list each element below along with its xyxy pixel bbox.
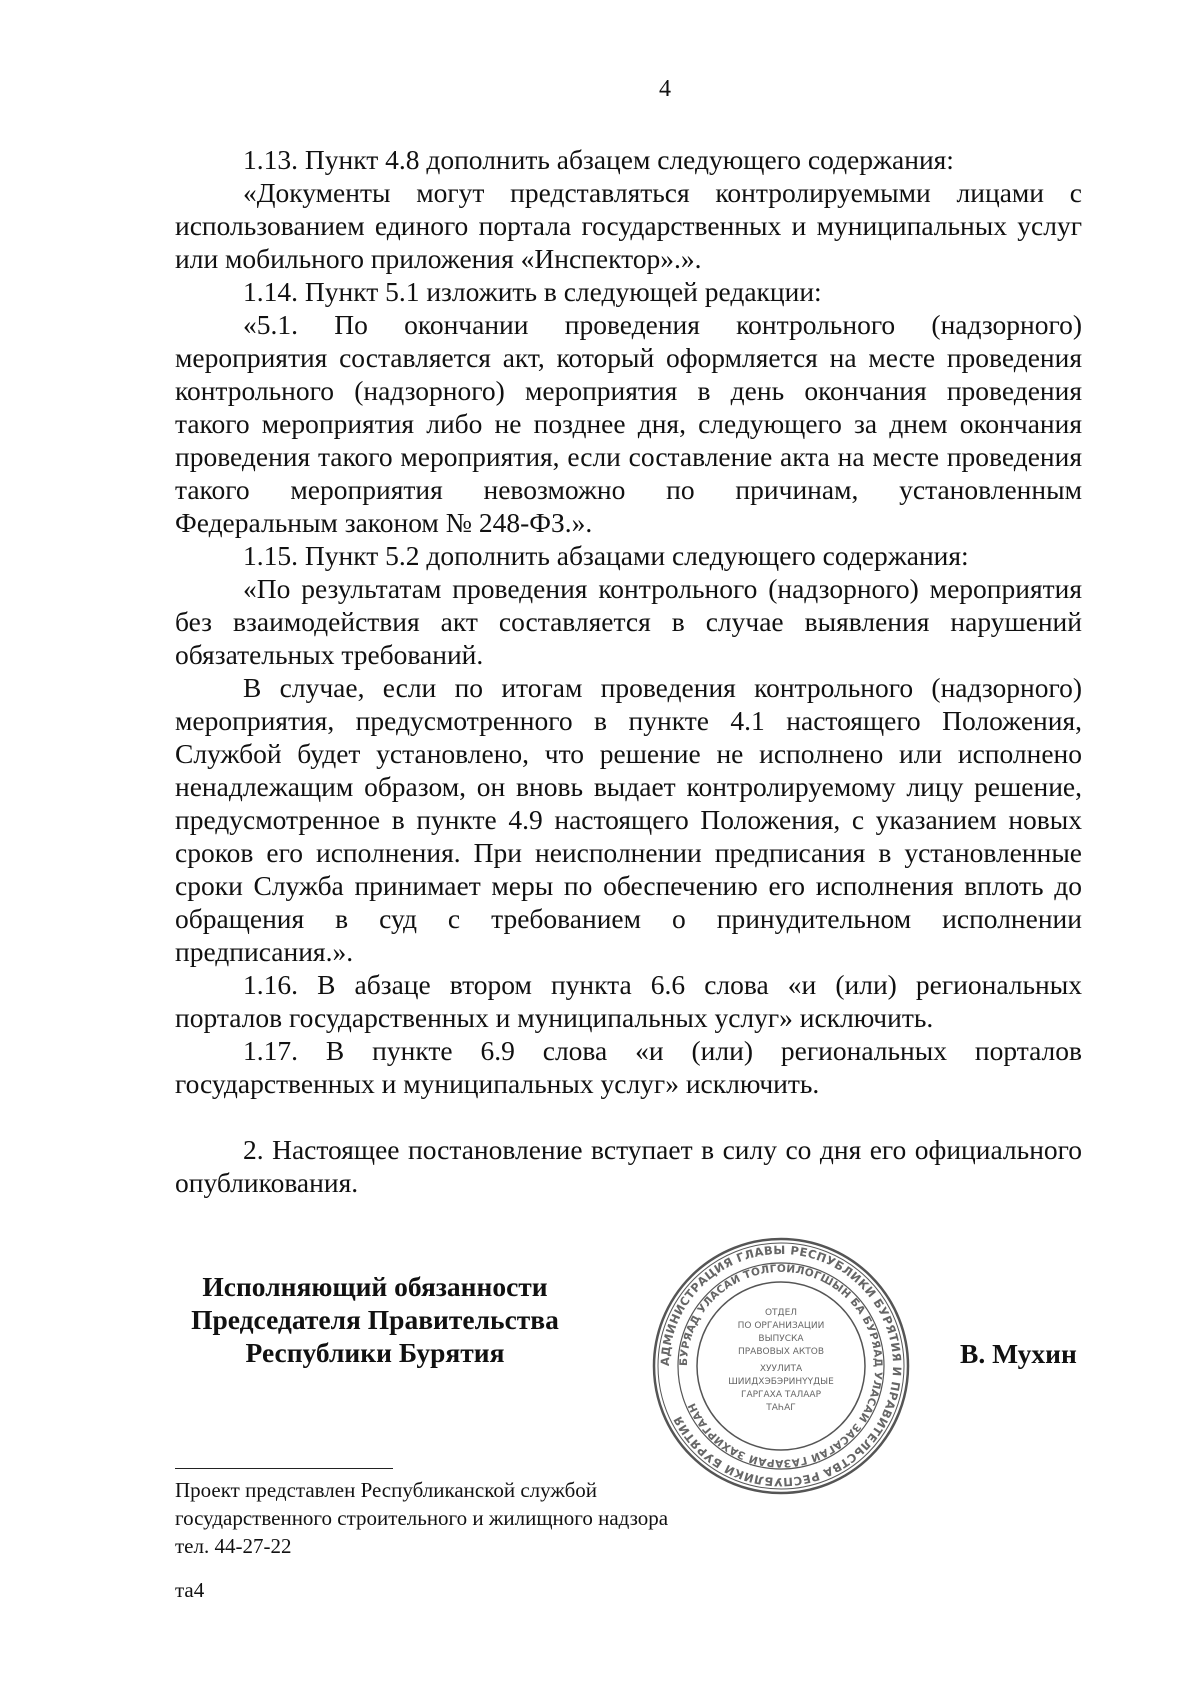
signatory-name: В. Мухин — [960, 1338, 1077, 1369]
footnote-divider — [175, 1468, 393, 1469]
seal-center-line: ПО ОРГАНИЗАЦИИ — [737, 1321, 825, 1331]
seal-center-line: ГАРГАХА ТАЛААР — [740, 1390, 822, 1400]
footnote — [175, 1476, 875, 1560]
signatory-position-line: Исполняющий обязанности — [202, 1271, 548, 1302]
footnote-line: Проект представлен Республиканской службой — [175, 1478, 598, 1502]
seal-inner-text: БУРЯАД УЛАСАЙ ТОЛГОЙЛОГШЫН БА БУРЯАД УЛАСАЙ ЗАСАГАЙ ГАЗАРАЙ ЗАХИРГААН — [677, 1262, 885, 1470]
paragraph-2: 2. Настоящее постановление вступает в силу со дня его официального опубликования. — [175, 1134, 1082, 1198]
paragraph-1-14: 1.14. Пункт 5.1 изложить в следующей редакции: — [243, 276, 822, 307]
signatory-position — [150, 1270, 600, 1369]
paragraph-1-17: 1.17. В пункте 6.9 слова «и (или) региональных порталов государственных и муниципальных услуг» исключить. — [175, 1035, 1082, 1099]
paragraph-1-15-quote-1: «По результатам проведения контрольного (надзорного) мероприятия без взаимодействия акт составляется в случае выявления нарушений обязательных требований. — [175, 573, 1082, 670]
paragraph-1-15: 1.15. Пункт 5.2 дополнить абзацами следующего содержания: — [243, 540, 969, 571]
paragraph-1-13: 1.13. Пункт 4.8 дополнить абзацем следующего содержания: — [243, 144, 954, 175]
footnote-line: государственного строительного и жилищного надзора — [175, 1506, 669, 1530]
document-body — [175, 143, 1082, 1199]
seal-center-line: ХУУЛИТА — [759, 1364, 803, 1374]
signatory-position-line: Республики Бурятия — [245, 1337, 505, 1368]
paragraph-1-16: 1.16. В абзаце втором пункта 6.6 слова «и (или) региональных порталов государственных и муниципальных услуг» исключить. — [175, 969, 1082, 1033]
paragraph-1-13-quote: «Документы могут представляться контролируемыми лицами с использованием единого портала государственных и муниципальных услуг или мобильного приложения «Инспектор».». — [175, 177, 1082, 274]
document-code: та4 — [175, 1578, 205, 1602]
seal-center-line: ОТДЕЛ — [764, 1308, 798, 1318]
page-number: 4 — [659, 76, 671, 102]
seal-center-line: ПРАВОВЫХ АКТОВ — [737, 1347, 825, 1357]
official-seal-stamp — [650, 1235, 912, 1497]
paragraph-1-14-quote: «5.1. По окончании проведения контрольного (надзорного) мероприятия составляется акт, который оформляется на месте проведения контрольного (надзорного) мероприятия в день окончания проведения такого мероприятия либо не позднее дня, следующего за днем окончания проведения такого мероприятия, если составление акта на месте проведения такого мероприятия невозможно по причинам, установленным Федеральным законом № 248-ФЗ.». — [175, 309, 1082, 538]
signatory-position-line: Председателя Правительства — [191, 1304, 559, 1335]
seal-center-line: ВЫПУСКА — [758, 1334, 804, 1344]
seal-outer-text: АДМИНИСТРАЦИЯ ГЛАВЫ РЕСПУБЛИКИ БУРЯТИЯ И ПРАВИТЕЛЬСТВА РЕСПУБЛИКИ БУРЯТИЯ — [657, 1242, 905, 1490]
footnote-line: тел. 44-27-22 — [175, 1534, 292, 1558]
paragraph-1-15-quote-2: В случае, если по итогам проведения контрольного (надзорного) мероприятия, предусмотренного в пункте 4.1 настоящего Положения, Службой будет установлено, что решение не исполнено или исполнено ненадлежащим образом, он вновь выдает контролируемому лицу решение, предусмотренное в пункте 4.9 настоящего Положения, с указанием новых сроков его исполнения. При неисполнении предписания в установленные сроки Служба принимает меры по обеспечению его исполнения вплоть до обращения в суд с требованием о принудительном исполнении предписания.». — [175, 672, 1082, 967]
seal-center-line: ТАҺАГ — [766, 1403, 796, 1413]
seal-center-line: ШИИДХЭБЭРИНҮҮДЫЕ — [728, 1377, 834, 1387]
